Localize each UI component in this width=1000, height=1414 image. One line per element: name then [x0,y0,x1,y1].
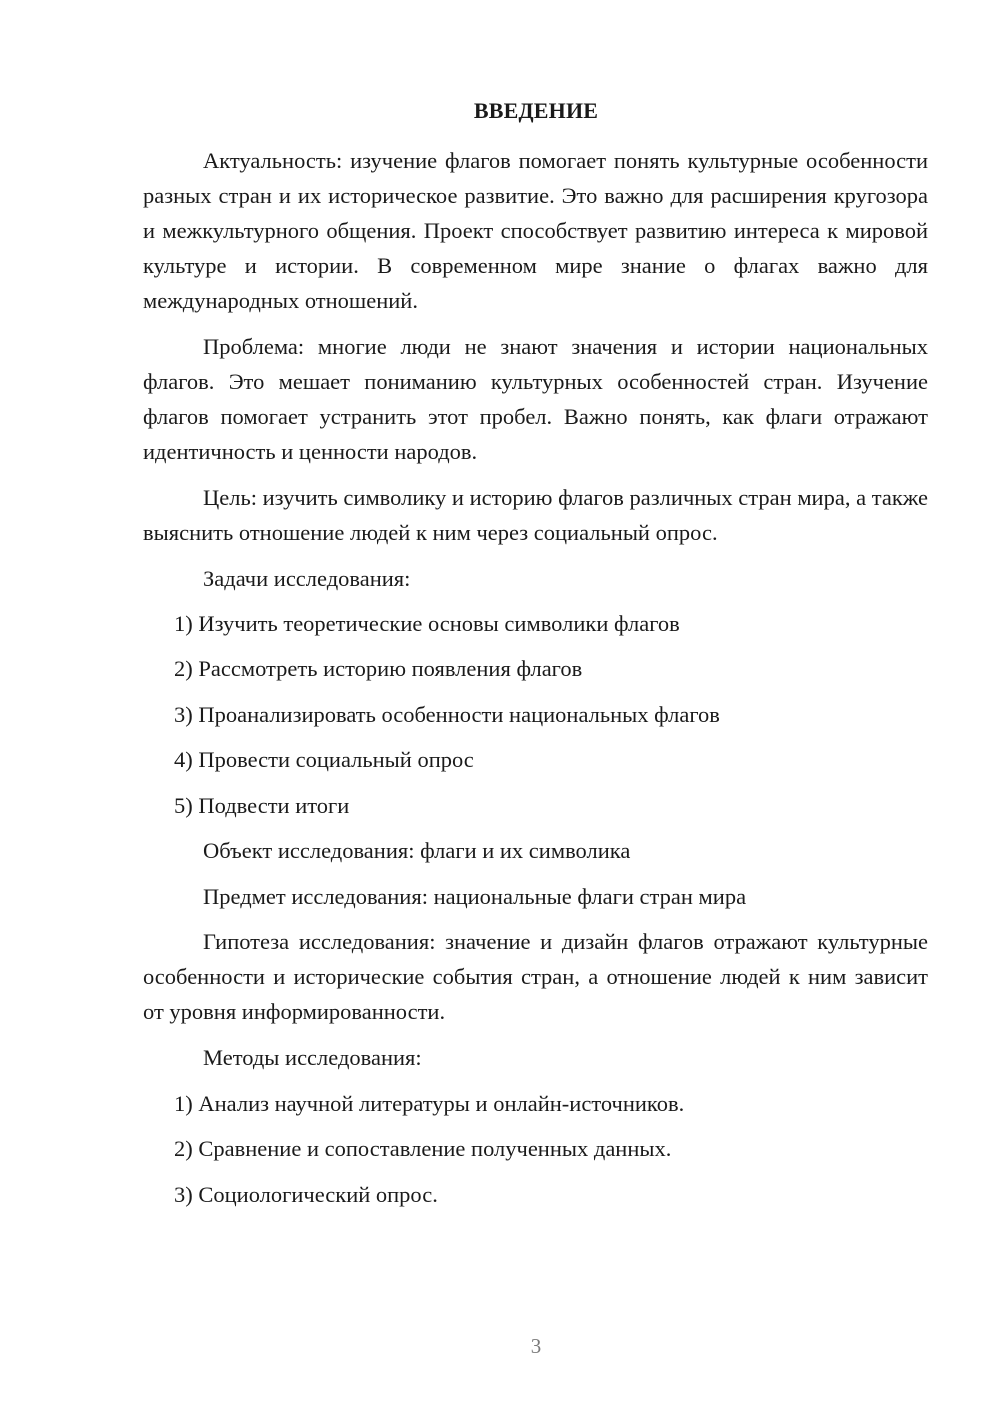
problem-paragraph: Проблема: многие люди не знают значения и истории национальных флагов. Это мешает пониманию культурных особенностей стран. Изучение флагов помогает устранить этот пробел. Важно понять, как флаги отражают идентичность и ценности народов. [143,334,928,464]
tasks-label: Задачи исследования: [203,566,411,591]
task-item: 3) Проанализировать особенности национальных флагов [174,702,720,727]
section-title: ВВЕДЕНИЕ [473,98,599,123]
task-item: 4) Провести социальный опрос [174,747,474,772]
page-number: 3 [530,1334,542,1358]
relevance-paragraph: Актуальность: изучение флагов помогает понять культурные особенности разных стран и их историческое развитие. Это важно для расширения кругозора и межкультурного общения. Проект способствует развитию интереса к мировой культуре и истории. В современном мире знание о флагах важно для международных отношений. [143,148,928,313]
task-item: 5) Подвести итоги [174,793,350,818]
hypothesis-paragraph: Гипотеза исследования: значение и дизайн флагов отражают культурные особенности и исторические события стран, а отношение людей к ним зависит от уровня информированности. [143,929,928,1024]
methods-label: Методы исследования: [203,1045,422,1070]
method-item: 3) Социологический опрос. [174,1182,438,1207]
method-item: 2) Сравнение и сопоставление полученных данных. [174,1136,672,1161]
subject-line: Предмет исследования: национальные флаги стран мира [203,884,747,909]
method-item: 1) Анализ научной литературы и онлайн-источников. [174,1091,685,1116]
task-item: 1) Изучить теоретические основы символики флагов [174,611,680,636]
goal-paragraph: Цель: изучить символику и историю флагов различных стран мира, а также выяснить отношение людей к ним через социальный опрос. [143,485,928,545]
object-line: Объект исследования: флаги и их символика [203,838,631,863]
task-item: 2) Рассмотреть историю появления флагов [174,656,583,681]
